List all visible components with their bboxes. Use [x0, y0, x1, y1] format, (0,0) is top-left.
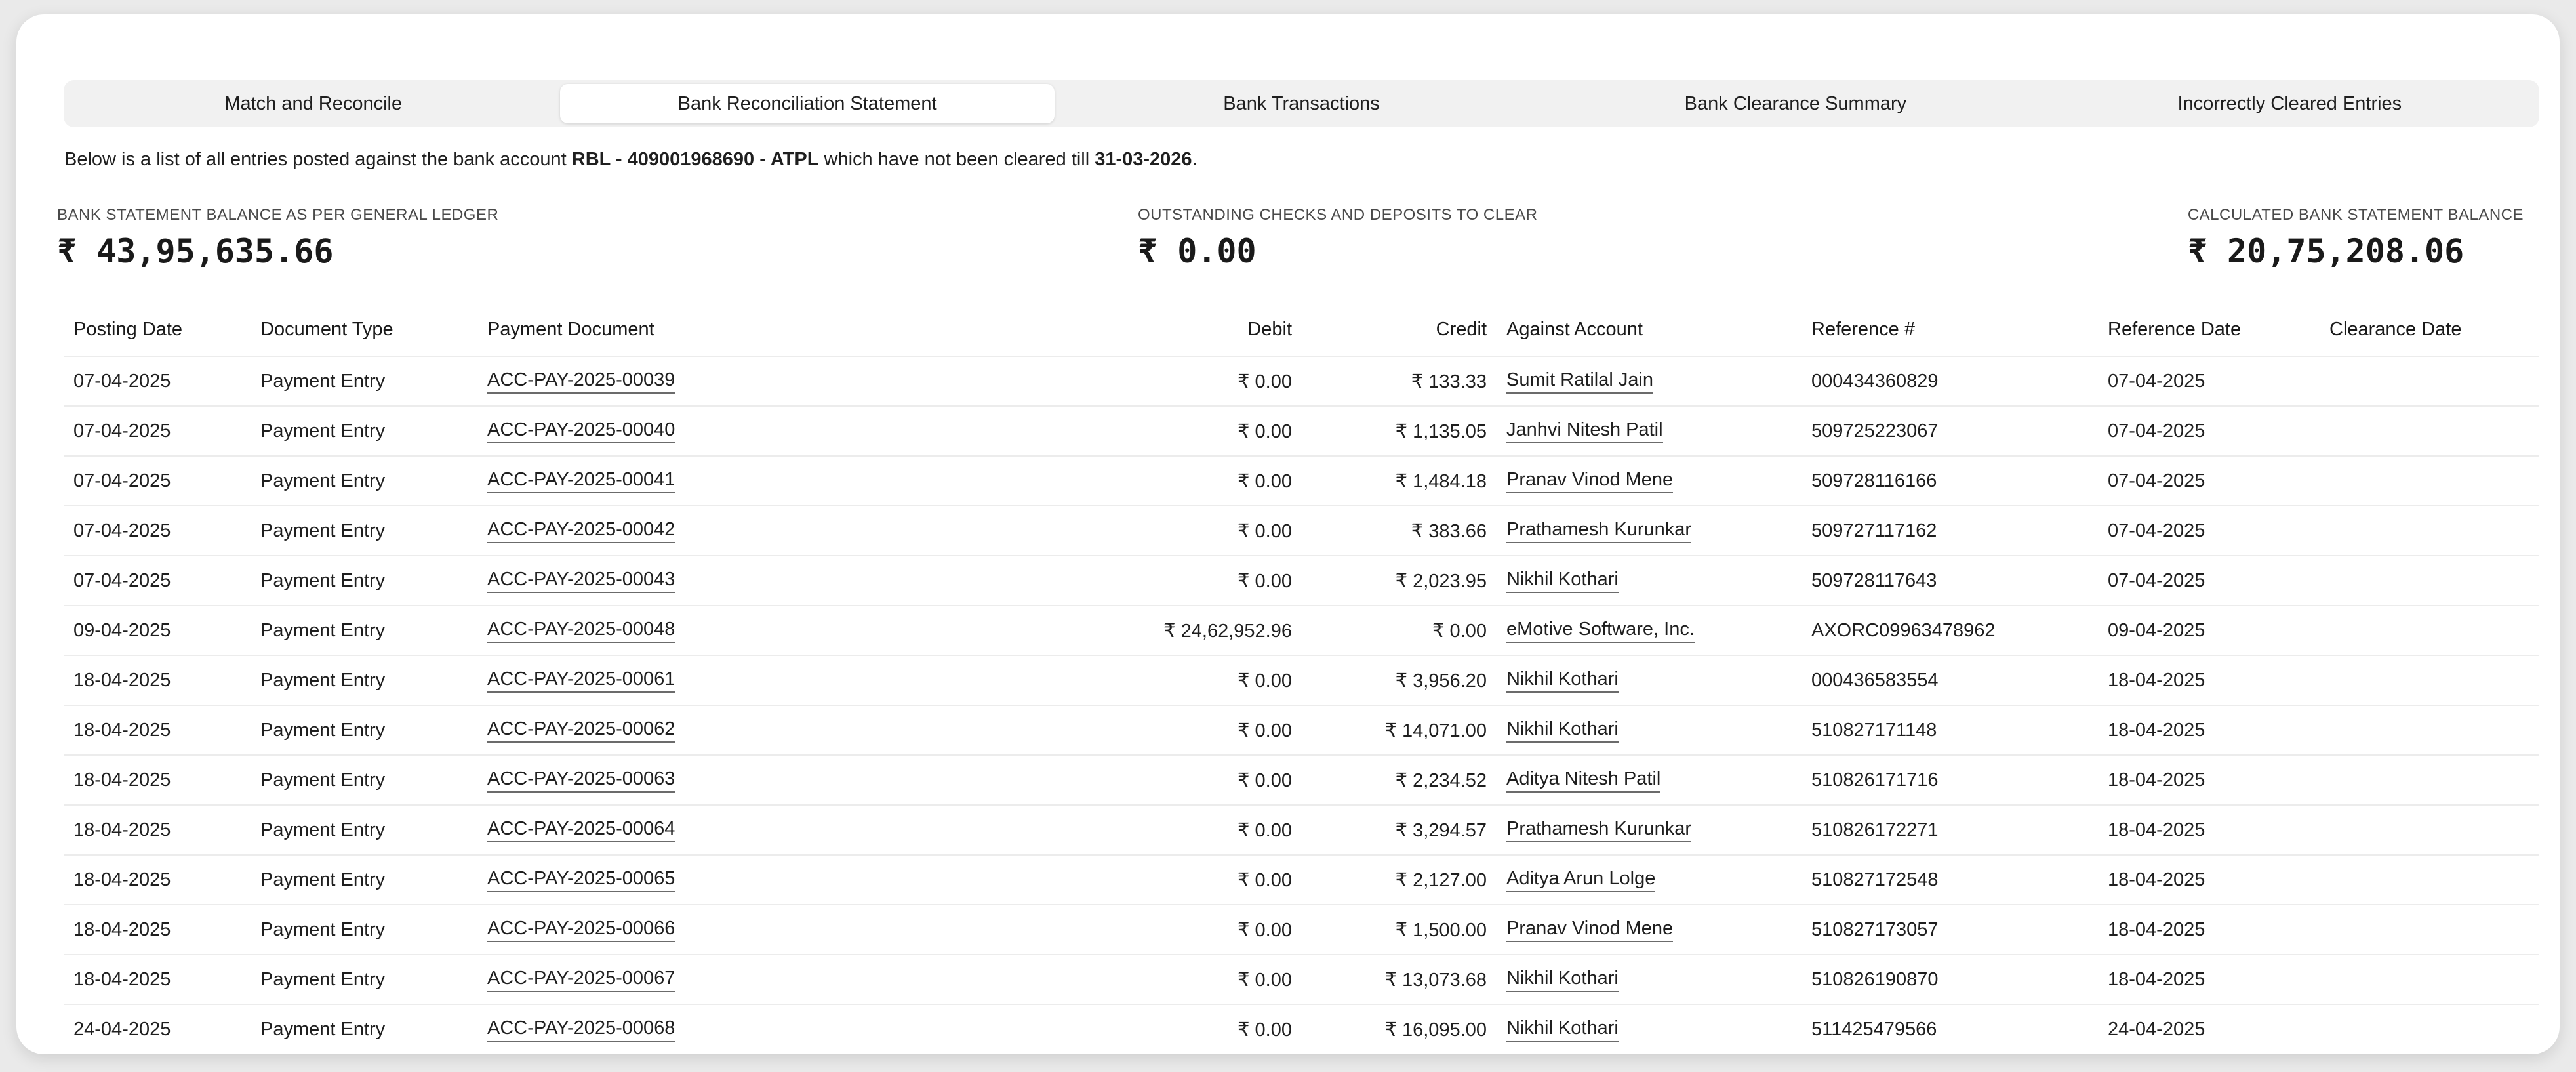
credit-amount-cell: [1384, 955, 1487, 1004]
reference-date-cell: [2108, 955, 2205, 1004]
reference-date-cell: [2108, 856, 2205, 904]
reference-number-cell: [1811, 806, 1939, 854]
against-account-link[interactable]: Sumit Ratilal Jain: [1506, 369, 1653, 394]
against-account-cell: [1506, 856, 1655, 904]
debit-amount-cell: [1238, 856, 1292, 904]
credit-amount-cell: [1396, 756, 1487, 804]
debit-amount: ₹ 24,62,952.96: [1163, 620, 1292, 642]
col-clearance-date[interactable]: Clearance Date: [2329, 318, 2462, 340]
payment-document-cell: [487, 806, 675, 854]
reconciliation-table: [64, 303, 2539, 1054]
payment-document-link[interactable]: ACC-PAY-2025-00062: [487, 718, 675, 743]
reference-date: 07-04-2025: [2108, 520, 2205, 541]
debit-amount-cell: [1238, 506, 1292, 555]
reference-date: 18-04-2025: [2108, 769, 2205, 791]
document-type: Payment Entry: [260, 669, 386, 691]
credit-amount: ₹ 2,023.95: [1395, 570, 1487, 592]
payment-document-cell: [487, 706, 675, 754]
reference-number: 000434360829: [1811, 370, 1939, 392]
payment-document-link[interactable]: ACC-PAY-2025-00043: [487, 569, 675, 593]
reference-date-cell: [2108, 806, 2205, 854]
reference-number: 510826171716: [1811, 769, 1939, 791]
posting-date-cell: [73, 606, 171, 655]
credit-amount: ₹ 133.33: [1411, 371, 1487, 392]
reference-number: 509728117643: [1811, 569, 1937, 591]
col-credit[interactable]: Credit: [1436, 318, 1487, 340]
reference-date: 09-04-2025: [2108, 619, 2205, 641]
document-type-cell: [260, 407, 385, 455]
payment-document-cell: [487, 955, 675, 1004]
table-row: [64, 1005, 2539, 1054]
reference-number-cell: [1811, 756, 1939, 804]
reference-number: AXORC09963478962: [1811, 619, 1996, 641]
posting-date: 07-04-2025: [73, 420, 171, 442]
document-type: Payment Entry: [260, 569, 386, 591]
reference-number: 000436583554: [1811, 669, 1939, 691]
payment-document-cell: [487, 457, 675, 505]
document-type-cell: [260, 656, 385, 705]
against-account-cell: [1506, 457, 1673, 505]
reference-number-cell: [1811, 955, 1939, 1004]
col-posting-date[interactable]: Posting Date: [73, 318, 183, 340]
posting-date: 07-04-2025: [73, 569, 171, 591]
credit-amount: ₹ 0.00: [1432, 620, 1487, 642]
credit-amount: ₹ 1,484.18: [1395, 470, 1487, 492]
document-type-cell: [260, 606, 385, 655]
credit-amount-cell: [1396, 457, 1487, 505]
reference-date-cell: [2108, 656, 2205, 705]
document-type: Payment Entry: [260, 470, 386, 491]
document-type-cell: [260, 905, 385, 954]
payment-document-link[interactable]: ACC-PAY-2025-00067: [487, 968, 675, 992]
reference-date-cell: [2108, 457, 2205, 505]
document-type-cell: [260, 357, 385, 405]
payment-document-link[interactable]: ACC-PAY-2025-00039: [487, 369, 675, 394]
against-account-cell: [1506, 806, 1691, 854]
table-row: [64, 407, 2539, 457]
debit-amount: ₹ 0.00: [1238, 520, 1292, 542]
document-type: Payment Entry: [260, 370, 386, 392]
reference-number-cell: [1811, 606, 1996, 655]
intro-prefix: Below is a list of all entries posted against the bank account: [64, 149, 572, 170]
reference-number: 509725223067: [1811, 420, 1939, 442]
payment-document-cell: [487, 556, 675, 605]
debit-amount: ₹ 0.00: [1238, 720, 1292, 741]
reference-number: 509728116166: [1811, 470, 1937, 491]
payment-document-link[interactable]: ACC-PAY-2025-00048: [487, 619, 675, 643]
posting-date-cell: [73, 506, 171, 555]
against-account-link[interactable]: Nikhil Kothari: [1506, 718, 1619, 743]
payment-document-link[interactable]: ACC-PAY-2025-00065: [487, 868, 675, 892]
table-row: [64, 556, 2539, 606]
document-type: Payment Entry: [260, 420, 386, 442]
debit-amount: ₹ 0.00: [1238, 869, 1292, 891]
reference-number-cell: [1811, 856, 1939, 904]
against-account-link[interactable]: Prathamesh Kurunkar: [1506, 519, 1691, 543]
debit-amount-cell: [1238, 756, 1292, 804]
posting-date-cell: [73, 556, 171, 605]
table-row: [64, 955, 2539, 1005]
reference-date: 18-04-2025: [2108, 669, 2205, 691]
payment-document-link[interactable]: ACC-PAY-2025-00064: [487, 818, 675, 842]
posting-date-cell: [73, 407, 171, 455]
against-account-link[interactable]: Aditya Nitesh Patil: [1506, 768, 1660, 793]
table-row: [64, 806, 2539, 856]
posting-date: 18-04-2025: [73, 769, 171, 791]
document-type: Payment Entry: [260, 968, 386, 990]
reference-number-cell: [1811, 656, 1939, 705]
payment-document-cell: [487, 506, 675, 555]
document-type-cell: [260, 1005, 385, 1054]
credit-amount: ₹ 3,294.57: [1395, 819, 1487, 841]
table-row: [64, 905, 2539, 955]
posting-date: 18-04-2025: [73, 968, 171, 990]
posting-date-cell: [73, 856, 171, 904]
credit-amount: ₹ 2,127.00: [1395, 869, 1487, 891]
table-row: [64, 756, 2539, 806]
reference-date: 07-04-2025: [2108, 420, 2205, 442]
credit-amount: ₹ 383.66: [1411, 520, 1487, 542]
table-header-row: [64, 303, 2539, 357]
stat-outstanding-label: OUTSTANDING CHECKS AND DEPOSITS TO CLEAR: [1138, 206, 1538, 224]
document-type-cell: [260, 955, 385, 1004]
credit-amount: ₹ 13,073.68: [1384, 969, 1487, 991]
posting-date-cell: [73, 955, 171, 1004]
tab-bank-reconciliation-statement[interactable]: Bank Reconciliation Statement: [560, 84, 1054, 123]
document-type-cell: [260, 506, 385, 555]
debit-amount-cell: [1238, 1005, 1292, 1054]
against-account-cell: [1506, 905, 1673, 954]
table-row: [64, 856, 2539, 905]
tab-match-and-reconcile[interactable]: Match and Reconcile: [224, 93, 403, 114]
debit-amount: ₹ 0.00: [1238, 670, 1292, 691]
against-account-link[interactable]: Aditya Arun Lolge: [1506, 868, 1655, 892]
reference-number-cell: [1811, 506, 1937, 555]
credit-amount: ₹ 16,095.00: [1384, 1019, 1487, 1041]
against-account-link[interactable]: eMotive Software, Inc.: [1506, 619, 1695, 643]
against-account-link[interactable]: Pranav Vinod Mene: [1506, 469, 1673, 493]
debit-amount-cell: [1238, 556, 1292, 605]
reference-date-cell: [2108, 905, 2205, 954]
reference-date-cell: [2108, 756, 2205, 804]
reference-number: 510827172548: [1811, 869, 1939, 890]
reference-number: 510827171148: [1811, 719, 1937, 741]
payment-document-cell: [487, 656, 675, 705]
reference-number-cell: [1811, 556, 1937, 605]
reference-number-cell: [1811, 357, 1939, 405]
debit-amount: ₹ 0.00: [1238, 969, 1292, 991]
document-type-cell: [260, 756, 385, 804]
tab-bank-transactions[interactable]: Bank Transactions: [1223, 93, 1380, 114]
against-account-link[interactable]: Pranav Vinod Mene: [1506, 918, 1673, 942]
table-row: [64, 457, 2539, 506]
table-row: [64, 606, 2539, 656]
tab-bar: [64, 80, 2539, 127]
col-against-account[interactable]: Against Account: [1506, 318, 1643, 340]
posting-date-cell: [73, 806, 171, 854]
document-type-cell: [260, 556, 385, 605]
document-type-cell: [260, 457, 385, 505]
reference-number: 510827173057: [1811, 918, 1939, 940]
reference-date: 24-04-2025: [2108, 1018, 2205, 1040]
debit-amount-cell: [1238, 905, 1292, 954]
against-account-link[interactable]: Nikhil Kothari: [1506, 569, 1619, 593]
against-account-cell: [1506, 357, 1653, 405]
reference-number: 510826172271: [1811, 819, 1939, 840]
credit-amount-cell: [1411, 506, 1487, 555]
payment-document-cell: [487, 407, 675, 455]
posting-date: 18-04-2025: [73, 819, 171, 840]
credit-amount-cell: [1432, 606, 1487, 655]
payment-document-link[interactable]: ACC-PAY-2025-00040: [487, 419, 675, 443]
against-account-link[interactable]: Nikhil Kothari: [1506, 1018, 1619, 1042]
against-account-link[interactable]: Nikhil Kothari: [1506, 968, 1619, 992]
reference-number: 510826190870: [1811, 968, 1939, 990]
posting-date: 18-04-2025: [73, 669, 171, 691]
document-type-cell: [260, 806, 385, 854]
payment-document-cell: [487, 856, 675, 904]
reference-number-cell: [1811, 1005, 1937, 1054]
debit-amount-cell: [1238, 955, 1292, 1004]
document-type: Payment Entry: [260, 619, 386, 641]
reference-number-cell: [1811, 905, 1939, 954]
reference-date: 07-04-2025: [2108, 569, 2205, 591]
debit-amount-cell: [1238, 656, 1292, 705]
credit-amount-cell: [1396, 407, 1487, 455]
intro-middle: which have not been cleared till: [818, 149, 1095, 170]
reference-date: 18-04-2025: [2108, 968, 2205, 990]
against-account-cell: [1506, 656, 1619, 705]
posting-date: 18-04-2025: [73, 869, 171, 890]
stat-calculated: [2188, 206, 2524, 270]
posting-date: 07-04-2025: [73, 520, 171, 541]
debit-amount-cell: [1238, 357, 1292, 405]
posting-date-cell: [73, 706, 171, 754]
payment-document-cell: [487, 606, 675, 655]
stat-outstanding-value: ₹ 0.00: [1138, 232, 1257, 270]
posting-date: 18-04-2025: [73, 719, 171, 741]
credit-amount-cell: [1396, 856, 1487, 904]
reference-date-cell: [2108, 706, 2205, 754]
payment-document-cell: [487, 756, 675, 804]
credit-amount: ₹ 2,234.52: [1395, 770, 1487, 791]
reference-date: 18-04-2025: [2108, 918, 2205, 940]
report-card: [16, 14, 2560, 1054]
table-row: [64, 357, 2539, 407]
reference-number-cell: [1811, 457, 1937, 505]
payment-document-cell: [487, 905, 675, 954]
reference-date-cell: [2108, 357, 2205, 405]
document-type: Payment Entry: [260, 869, 386, 890]
payment-document-link[interactable]: ACC-PAY-2025-00042: [487, 519, 675, 543]
col-debit[interactable]: Debit: [1247, 318, 1292, 340]
against-account-cell: [1506, 606, 1695, 655]
posting-date-cell: [73, 905, 171, 954]
payment-document-link[interactable]: ACC-PAY-2025-00041: [487, 469, 675, 493]
tab-incorrectly-cleared-entries[interactable]: Incorrectly Cleared Entries: [2177, 93, 2402, 114]
intro-account: RBL - 409001968690 - ATPL: [571, 149, 819, 170]
document-type: Payment Entry: [260, 918, 386, 940]
document-type-cell: [260, 856, 385, 904]
credit-amount-cell: [1396, 905, 1487, 954]
reference-date: 18-04-2025: [2108, 819, 2205, 840]
posting-date-cell: [73, 357, 171, 405]
intro-text: [64, 149, 1197, 171]
posting-date: 24-04-2025: [73, 1018, 171, 1040]
credit-amount: ₹ 1,135.05: [1395, 421, 1487, 442]
reference-date-cell: [2108, 407, 2205, 455]
document-type: Payment Entry: [260, 1018, 386, 1040]
posting-date: 18-04-2025: [73, 918, 171, 940]
debit-amount-cell: [1238, 457, 1292, 505]
stat-gl-balance-value: ₹ 43,95,635.66: [57, 232, 334, 270]
reference-number-cell: [1811, 407, 1939, 455]
credit-amount: ₹ 1,500.00: [1395, 919, 1487, 941]
debit-amount: ₹ 0.00: [1238, 371, 1292, 392]
col-reference[interactable]: Reference #: [1811, 318, 1915, 340]
table-row: [64, 506, 2539, 556]
debit-amount-cell: [1238, 806, 1292, 854]
payment-document-link[interactable]: ACC-PAY-2025-00066: [487, 918, 675, 942]
payment-document-link[interactable]: ACC-PAY-2025-00061: [487, 669, 675, 693]
debit-amount-cell: [1238, 407, 1292, 455]
payment-document-link[interactable]: ACC-PAY-2025-00063: [487, 768, 675, 793]
col-document-type[interactable]: Document Type: [260, 318, 393, 340]
reference-date-cell: [2108, 606, 2205, 655]
document-type: Payment Entry: [260, 819, 386, 840]
document-type-cell: [260, 706, 385, 754]
credit-amount: ₹ 14,071.00: [1384, 720, 1487, 741]
against-account-link[interactable]: Janhvi Nitesh Patil: [1506, 419, 1663, 443]
intro-date: 31-03-2026: [1095, 149, 1192, 170]
debit-amount-cell: [1238, 706, 1292, 754]
debit-amount: ₹ 0.00: [1238, 770, 1292, 791]
tab-bank-clearance-summary[interactable]: Bank Clearance Summary: [1684, 93, 1907, 114]
stat-outstanding: [1138, 206, 1537, 270]
credit-amount-cell: [1396, 656, 1487, 705]
reference-number: 511425479566: [1811, 1018, 1937, 1040]
payment-document-cell: [487, 1005, 675, 1054]
reference-number-cell: [1811, 706, 1937, 754]
credit-amount: ₹ 3,956.20: [1395, 670, 1487, 691]
credit-amount-cell: [1384, 706, 1487, 754]
debit-amount: ₹ 0.00: [1238, 919, 1292, 941]
debit-amount-cell: [1163, 606, 1292, 655]
debit-amount: ₹ 0.00: [1238, 470, 1292, 492]
against-account-cell: [1506, 556, 1619, 605]
posting-date-cell: [73, 656, 171, 705]
document-type: Payment Entry: [260, 769, 386, 791]
stat-calculated-value: ₹ 20,75,208.06: [2187, 232, 2465, 270]
document-type: Payment Entry: [260, 520, 386, 541]
debit-amount: ₹ 0.00: [1238, 421, 1292, 442]
credit-amount-cell: [1396, 806, 1487, 854]
col-payment-document[interactable]: Payment Document: [487, 318, 654, 340]
against-account-cell: [1506, 407, 1663, 455]
against-account-cell: [1506, 1005, 1619, 1054]
stat-gl-balance: [57, 206, 498, 270]
credit-amount-cell: [1396, 556, 1487, 605]
posting-date: 07-04-2025: [73, 370, 171, 392]
reference-date-cell: [2108, 506, 2205, 555]
against-account-cell: [1506, 955, 1619, 1004]
posting-date: 07-04-2025: [73, 470, 171, 491]
reference-date: 07-04-2025: [2108, 470, 2205, 491]
payment-document-link[interactable]: ACC-PAY-2025-00068: [487, 1018, 675, 1042]
against-account-link[interactable]: Prathamesh Kurunkar: [1506, 818, 1691, 842]
credit-amount-cell: [1384, 1005, 1487, 1054]
against-account-cell: [1506, 756, 1660, 804]
stat-calculated-label: CALCULATED BANK STATEMENT BALANCE: [2187, 206, 2524, 224]
against-account-link[interactable]: Nikhil Kothari: [1506, 669, 1619, 693]
payment-document-cell: [487, 357, 675, 405]
posting-date-cell: [73, 457, 171, 505]
reference-date-cell: [2108, 556, 2205, 605]
reference-date: 18-04-2025: [2108, 719, 2205, 741]
against-account-cell: [1506, 706, 1619, 754]
stat-gl-balance-label: BANK STATEMENT BALANCE AS PER GENERAL LEDGER: [57, 206, 499, 224]
reference-date: 18-04-2025: [2108, 869, 2205, 890]
reference-number: 509727117162: [1811, 520, 1937, 541]
credit-amount-cell: [1411, 357, 1487, 405]
document-type: Payment Entry: [260, 719, 386, 741]
col-reference-date[interactable]: Reference Date: [2108, 318, 2242, 340]
debit-amount: ₹ 0.00: [1238, 1019, 1292, 1041]
debit-amount: ₹ 0.00: [1238, 570, 1292, 592]
debit-amount: ₹ 0.00: [1238, 819, 1292, 841]
posting-date: 09-04-2025: [73, 619, 171, 641]
intro-suffix: .: [1192, 149, 1197, 170]
table-row: [64, 656, 2539, 706]
posting-date-cell: [73, 756, 171, 804]
reference-date-cell: [2108, 1005, 2205, 1054]
posting-date-cell: [73, 1005, 171, 1054]
reference-date: 07-04-2025: [2108, 370, 2205, 392]
against-account-cell: [1506, 506, 1691, 555]
table-row: [64, 706, 2539, 756]
